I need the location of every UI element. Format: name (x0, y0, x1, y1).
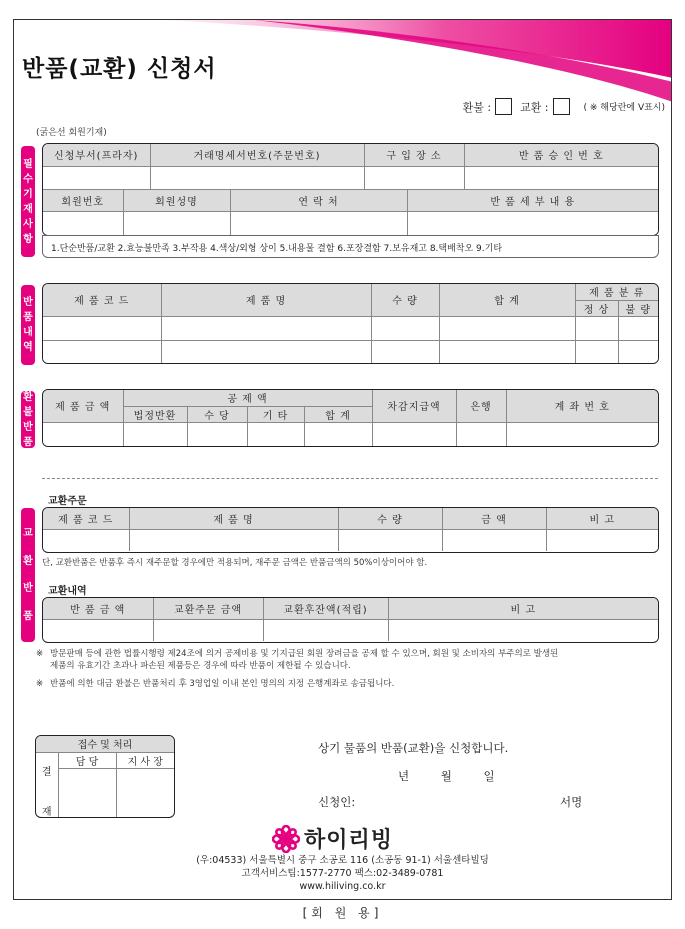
table-cell[interactable] (304, 422, 372, 446)
deduction-header: 공 제 액 (123, 390, 372, 406)
refund-exchange-check-row (463, 98, 665, 115)
member-number-header: 회원번호 (43, 190, 123, 212)
flower-logo-icon (272, 825, 300, 853)
dept-header: 신청부서(프라자) (43, 144, 150, 166)
approval-number-header: 반 품 승 인 번 호 (464, 144, 658, 166)
table-cell[interactable] (456, 422, 506, 446)
notice-text: 방문판매 등에 관한 법률시행령 제24조에 의거 공제비용 및 기지급된 회원 장려금을 공제 할 수 있으며, 회원 및 소비자의 부주의로 발생된 (50, 649, 559, 659)
exchange-order-table (42, 507, 659, 553)
exchange-label: 교환 : (520, 100, 549, 114)
notice-2 (36, 678, 394, 690)
purchase-place-header: 구 입 장 소 (364, 144, 464, 166)
sidebar-char: 품 (23, 610, 33, 622)
table-cell[interactable] (247, 422, 304, 446)
contact-field[interactable] (230, 212, 407, 236)
company-website: www.hiliving.co.kr (299, 881, 386, 892)
table-cell[interactable] (439, 340, 575, 364)
product-name-header: 제 품 명 (129, 508, 338, 529)
product-code-header: 제 품 코 드 (43, 508, 129, 529)
table-cell[interactable] (129, 529, 338, 551)
table-cell[interactable] (575, 340, 618, 364)
approval-title: 접수 및 처리 (36, 736, 174, 752)
account-number-header: 계 좌 번 호 (506, 390, 658, 422)
sidebar-char: 역 (23, 342, 33, 353)
allowance-header: 수 당 (187, 406, 247, 422)
dashed-separator (42, 478, 658, 479)
bank-header: 은행 (456, 390, 506, 422)
table-cell[interactable] (187, 422, 247, 446)
sidebar-char: 사 (23, 218, 33, 230)
table-cell[interactable] (371, 340, 439, 364)
reason-list: 1.단순반품/교환 2.효능불만족 3.부작용 4.색상/외형 상이 5.내용물 결함 6.포장결함 7.보유재고 8.택배착오 9.기타 (51, 244, 503, 254)
defect-header: 불 량 (618, 300, 658, 316)
return-amount-header: 반 품 금 액 (43, 598, 153, 619)
table-cell[interactable] (372, 422, 456, 446)
product-amount-header: 제 품 금 액 (43, 390, 123, 422)
check-note: ( ※ 해당란에 V표시) (583, 103, 665, 113)
table-cell[interactable] (43, 619, 153, 641)
sidebar-char: 교 (23, 528, 33, 540)
table-cell[interactable] (43, 529, 129, 551)
exchange-order-amount-header: 교환주문 금액 (153, 598, 263, 619)
exchange-history-table (42, 597, 659, 643)
approval-branch-header: 지 사 장 (116, 752, 174, 768)
member-name-header: 회원성명 (123, 190, 230, 212)
table-cell[interactable] (263, 619, 388, 641)
sign-label: 서명 (560, 795, 583, 809)
company-contact: 고객서비스팀:1577-2770 팩스:02-3489-0781 (241, 868, 444, 879)
return-details-table (42, 283, 659, 364)
approval-side (36, 752, 58, 818)
table-cell[interactable] (439, 316, 575, 340)
table-cell[interactable] (161, 340, 371, 364)
sidebar-char: 반 (23, 297, 33, 308)
notice-text: 반품에 의한 대금 환불은 반품처리 후 3영업일 이내 본인 명의의 지정 은행계좌로 송금됩니다. (50, 679, 395, 689)
table-cell[interactable] (43, 340, 161, 364)
company-address: (우:04533) 서울특별시 중구 소공로 116 (소공동 91-1) 서울센타빌딩 (196, 855, 489, 866)
approval-manager-header: 담 당 (58, 752, 116, 768)
dept-field[interactable] (43, 166, 150, 189)
brand-name: 하이리빙 (304, 828, 394, 853)
brand-logo (272, 823, 393, 854)
exchange-history-title: 교환내역 (48, 586, 87, 597)
product-class-header: 제 품 분 류 (575, 284, 658, 300)
return-detail-field[interactable] (407, 212, 658, 236)
table-cell[interactable] (123, 422, 187, 446)
bold-line-note: (굵은선 회원기재) (36, 128, 107, 138)
invoice-number-field[interactable] (150, 166, 364, 189)
other-header: 기 타 (247, 406, 304, 422)
purchase-place-field[interactable] (364, 166, 464, 189)
refund-label: 환불 : (462, 100, 492, 114)
table-cell[interactable] (43, 316, 161, 340)
approval-box (35, 735, 175, 818)
normal-header: 정 상 (575, 300, 618, 316)
approval-side-char: 재 (41, 806, 52, 818)
table-cell[interactable] (43, 422, 123, 446)
invoice-number-header: 거래명세서번호(주문번호) (150, 144, 364, 166)
sidebar-char: 기 (23, 188, 33, 200)
date-line: 년 월 일 (398, 769, 495, 783)
contact-header: 연 락 처 (230, 190, 407, 212)
sidebar-char: 품 (23, 436, 33, 448)
table-cell[interactable] (338, 529, 442, 551)
member-name-field[interactable] (123, 212, 230, 236)
table-cell[interactable] (161, 316, 371, 340)
table-cell[interactable] (618, 316, 658, 340)
refund-sidebar (21, 391, 35, 448)
approval-branch-field[interactable] (116, 768, 174, 818)
sidebar-char: 반 (23, 583, 33, 595)
sidebar-char: 환 (23, 391, 33, 403)
exchange-order-title: 교환주문 (48, 496, 87, 507)
table-cell[interactable] (575, 316, 618, 340)
applicant-label: 신청인: (318, 795, 356, 809)
sidebar-char: 재 (23, 203, 33, 215)
total-header: 합 계 (439, 284, 575, 316)
sidebar-char: 불 (23, 406, 33, 418)
table-cell[interactable] (546, 529, 658, 551)
sum-header: 합 계 (304, 406, 372, 422)
notice-text: 제품의 유효기간 초과나 파손된 제품등은 경우에 따라 반품이 제한될 수 있습니다. (50, 661, 351, 671)
approval-manager-field[interactable] (58, 768, 116, 818)
return-detail-header: 반 품 세 부 내 용 (407, 190, 658, 212)
sidebar-char: 수 (23, 173, 33, 185)
copy-type-label: [회 원 용] (302, 906, 383, 920)
remarks-header: 비 고 (388, 598, 658, 619)
request-statement: 상기 물품의 반품(교환)을 신청합니다. (318, 741, 509, 755)
remarks-header: 비 고 (546, 508, 658, 529)
sidebar-char: 내 (23, 327, 33, 338)
product-code-header: 제 품 코 드 (43, 284, 161, 316)
exchange-sidebar (21, 508, 35, 642)
sidebar-char: 환 (23, 555, 33, 567)
balance-header: 교환후잔액(적립) (263, 598, 388, 619)
legal-return-header: 법정반환 (123, 406, 187, 422)
table-cell[interactable] (506, 422, 658, 446)
reason-row (42, 235, 659, 258)
notice-1 (36, 648, 558, 672)
sidebar-char: 반 (23, 421, 33, 433)
sidebar-char: 필 (23, 158, 33, 170)
approval-side-char: 결 (41, 766, 52, 778)
refund-checkbox[interactable] (495, 98, 512, 115)
table-cell[interactable] (371, 316, 439, 340)
required-fields-table (42, 143, 659, 236)
notice-mark: ※ (36, 679, 44, 689)
approval-number-field[interactable] (464, 166, 658, 189)
form-title: 반품(교환) 신청서 (22, 56, 217, 82)
exchange-note: 단, 교환반품은 반품후 즉시 재주문할 경우에만 적용되며, 재주문 금액은 반품금액의 50%이상이어야 함. (42, 558, 428, 568)
notice-mark: ※ (36, 649, 44, 659)
amount-header: 금 액 (442, 508, 546, 529)
return-details-sidebar (21, 285, 35, 365)
quantity-header: 수 량 (371, 284, 439, 316)
table-cell[interactable] (442, 529, 546, 551)
required-sidebar (21, 146, 35, 257)
sidebar-char: 품 (23, 312, 33, 323)
net-payment-header: 차감지급액 (372, 390, 456, 422)
table-cell[interactable] (388, 619, 658, 641)
member-number-field[interactable] (43, 212, 123, 236)
quantity-header: 수 량 (338, 508, 442, 529)
sidebar-char: 항 (23, 233, 33, 245)
refund-table (42, 389, 659, 447)
exchange-checkbox[interactable] (553, 98, 570, 115)
product-name-header: 제 품 명 (161, 284, 371, 316)
table-cell[interactable] (618, 340, 658, 364)
table-cell[interactable] (153, 619, 263, 641)
